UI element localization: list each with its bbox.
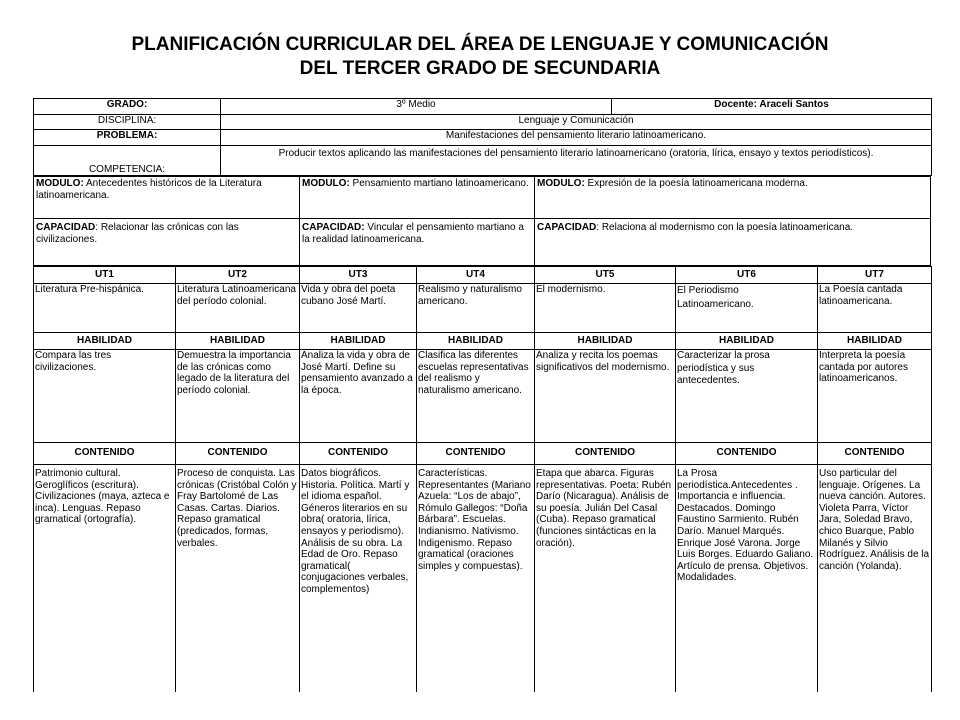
- competencia-label: COMPETENCIA:: [34, 146, 221, 176]
- unit-habilidad-3: Analiza la vida y obra de José Martí. Define su pensamiento avanzado a la época.: [301, 350, 413, 396]
- page-title: [0, 33, 960, 81]
- unit-contenido-6: La Prosa periodística.Antecedentes . Importancia e influencia. Destacados. Domingo Faustino Sarmiento. Rubén Darío. Manuel Marqués. Enrique José Varona. Jorge Luis Borges. Eduardo Galiano. Artículo de prensa. Objetivos. Modalidades.: [677, 468, 814, 584]
- unit-habilidad-2: Demuestra la importancia de las crónicas como legado de la literatura del período colonial.: [177, 350, 291, 396]
- grid-line-v: [33, 266, 34, 692]
- grid-line-v: [416, 266, 417, 692]
- grid-line-v: [299, 266, 300, 692]
- unit-habilidad-5: Analiza y recita los poemas significativos del modernismo.: [536, 350, 670, 373]
- habilidad-header-4: HABILIDAD: [448, 335, 503, 346]
- disciplina-label: DISCIPLINA:: [34, 115, 221, 130]
- modulo-1: MODULO: Antecedentes históricos de la Literatura latinoamericana.: [33, 176, 300, 219]
- habilidad-header-2: HABILIDAD: [210, 335, 265, 346]
- contenido-header-2: CONTENIDO: [207, 447, 268, 458]
- unit-tema-3: Vida y obra del poeta cubano José Martí.: [301, 284, 396, 307]
- disciplina-value: Lenguaje y Comunicación: [221, 115, 932, 130]
- contenido-header-3: CONTENIDO: [328, 447, 388, 458]
- unit-tema-2: Literatura Latinoamericana del período colonial.: [177, 284, 296, 307]
- contenido-header-7: CONTENIDO: [844, 447, 905, 458]
- unit-tema-7: La Poesía cantada latinoamericana.: [819, 284, 903, 307]
- unit-contenido-3: Datos biográficos. Historia. Política. Martí y el idioma español. Géneros literarios en su obra( oratoria, lírica, ensayos y periodismo). Análisis de su obra. La Edad de Oro. Repaso gramatical( conjugaciones verbales, complementos): [301, 468, 410, 595]
- grid-line-v: [534, 266, 535, 692]
- contenido-header-4: CONTENIDO: [445, 447, 506, 458]
- unit-header-7: UT7: [865, 269, 884, 280]
- unit-contenido-7: Uso particular del lenguaje. Orígenes. La nueva canción. Autores. Violeta Parra, Víctor Jara, Soledad Bravo, chico Buarque, Pablo Milanés y Silvio Rodríguez. Análisis de la canción (Yolanda).: [819, 468, 930, 572]
- contenido-header-5: CONTENIDO: [575, 447, 635, 458]
- grid-line-v: [175, 266, 176, 692]
- capacidad-1: CAPACIDAD: Relacionar las crónicas con las civilizaciones.: [33, 218, 300, 266]
- habilidad-header-3: HABILIDAD: [330, 335, 386, 346]
- unit-contenido-4: Características. Representantes (Mariano Azuela: “Los de abajo”, Rómulo Gallegos: “Doña Bárbara”. Escuelas. Indianismo. Nativismo. Indigenismo. Repaso gramatical (oraciones simples y compuestas).: [418, 468, 531, 572]
- docente: Docente: Araceli Santos: [612, 99, 932, 115]
- grado-label: GRADO:: [34, 99, 221, 115]
- unit-header-3: UT3: [348, 269, 368, 280]
- modulo-2: MODULO: Pensamiento martiano latinoamericano.: [299, 176, 535, 219]
- title-line-1: PLANIFICACIÓN CURRICULAR DEL ÁREA DE LENGUAJE Y COMUNICACIÓN: [131, 34, 829, 55]
- habilidad-header-6: HABILIDAD: [719, 335, 774, 346]
- unit-header-4: UT4: [466, 269, 485, 280]
- unit-habilidad-7: Interpreta la poesía cantada por autores latinoamericanos.: [819, 350, 908, 385]
- unit-habilidad-1: Compara las tres civilizaciones.: [35, 350, 112, 373]
- modulo-3: MODULO: Expresión de la poesía latinoamericana moderna.: [534, 176, 931, 219]
- unit-tema-4: Realismo y naturalismo americano.: [418, 284, 522, 307]
- header-table: [33, 98, 932, 176]
- habilidad-header-1: HABILIDAD: [77, 335, 132, 346]
- habilidad-header-5: HABILIDAD: [577, 335, 633, 346]
- title-line-2: DEL TERCER GRADO DE SECUNDARIA: [299, 58, 661, 79]
- unit-tema-6: El Periodismo Latinoamericano.: [677, 285, 754, 310]
- unit-habilidad-4: Clasifica las diferentes escuelas representativas del realismo y naturalismo americano.: [418, 350, 529, 396]
- unit-header-1: UT1: [95, 269, 114, 280]
- grado-value: 3º Medio: [221, 99, 612, 115]
- competencia-value: Producir textos aplicando las manifestaciones del pensamiento literario latinoamericano (oratoria, lírica, ensayo y textos periodísticos).: [221, 146, 932, 176]
- unit-contenido-1: Patrimonio cultural. Geroglíficos (escritura). Civilizaciones (maya, azteca e inca). Lenguas. Repaso gramatical (ortografía).: [35, 468, 170, 526]
- unit-header-2: UT2: [228, 269, 247, 280]
- unit-habilidad-6: Caracterizar la prosa periodística y sus antecedentes.: [677, 350, 770, 386]
- contenido-header-1: CONTENIDO: [74, 447, 135, 458]
- unit-contenido-5: Etapa que abarca. Figuras representativas. Poeta: Rubén Darío (Nicaragua). Análisis de su poesía. Julián Del Casal (Cuba). Repaso gramatical (funciones sintácticas en la oración).: [536, 468, 672, 549]
- grid-line-h: [33, 464, 931, 465]
- grid-line-v: [931, 266, 932, 692]
- contenido-header-6: CONTENIDO: [716, 447, 777, 458]
- unit-contenido-2: Proceso de conquista. Las crónicas (Cristóbal Colón y Fray Bartolomé de Las Casas. Cartas. Diarios. Repaso gramatical (predicados, formas, verbales.: [177, 468, 297, 549]
- habilidad-header-7: HABILIDAD: [847, 335, 902, 346]
- unit-header-6: UT6: [737, 269, 756, 280]
- grid-line-v: [675, 266, 676, 692]
- problema-value: Manifestaciones del pensamiento literario latinoamericano.: [221, 130, 932, 146]
- unit-header-5: UT5: [595, 269, 615, 280]
- unit-tema-1: Literatura Pre-hispánica.: [35, 284, 144, 295]
- capacidad-2: CAPACIDAD: Vincular el pensamiento martiano a la realidad latinoamericana.: [299, 218, 535, 266]
- unit-tema-5: El modernismo.: [536, 284, 606, 295]
- problema-label: PROBLEMA:: [34, 130, 221, 146]
- grid-line-v: [817, 266, 818, 692]
- capacidad-3: CAPACIDAD: Relaciona al modernismo con la poesía latinoamericana.: [534, 218, 931, 266]
